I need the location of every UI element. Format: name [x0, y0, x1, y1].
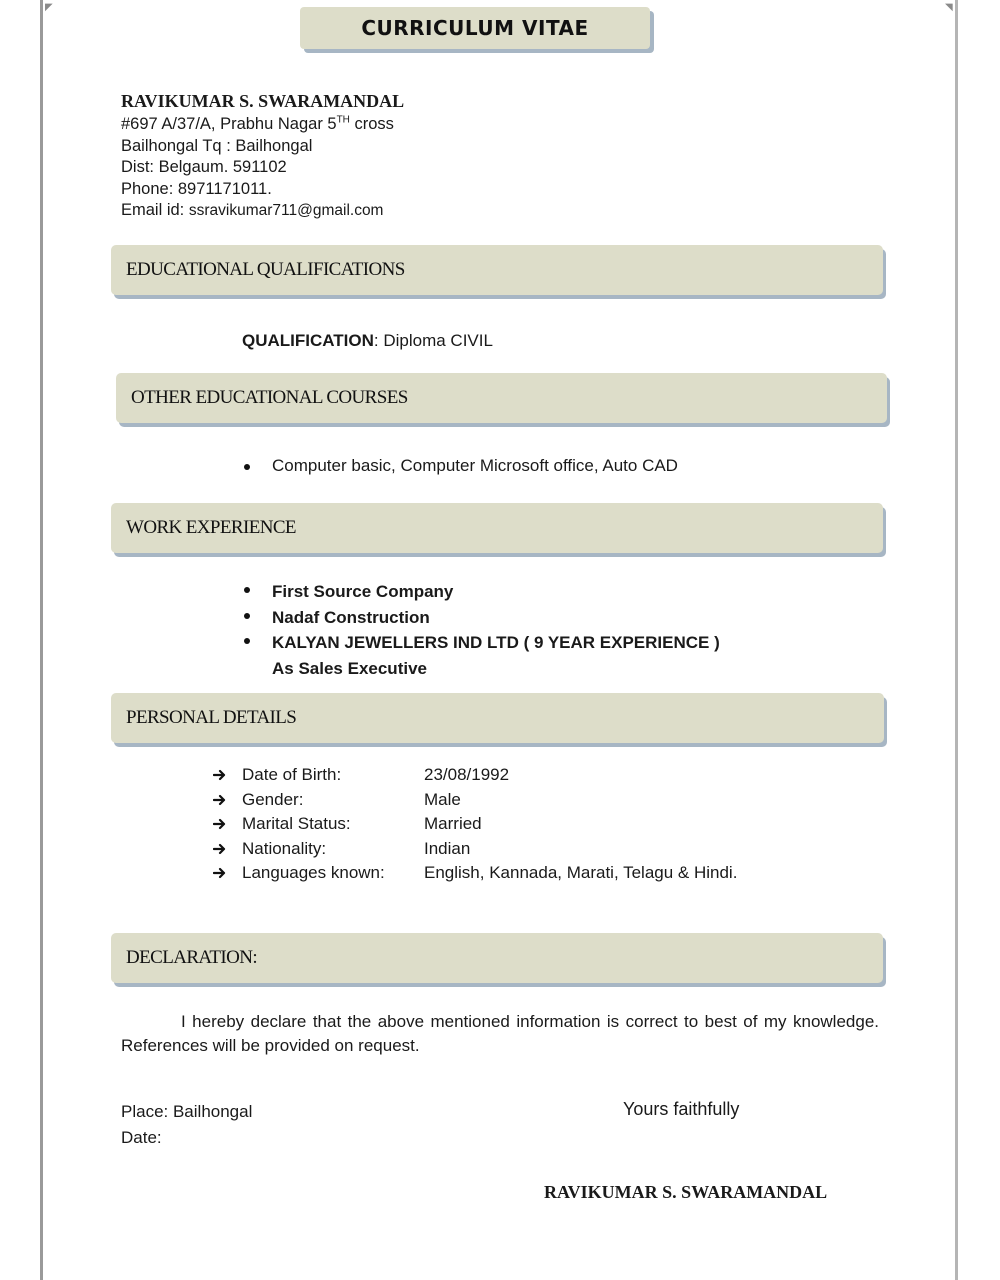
qualification-value: : Diploma CIVIL: [373, 331, 493, 350]
qualification-line: [242, 331, 493, 351]
work-entry-role: As Sales Executive: [272, 658, 427, 678]
detail-label: Marital Status:: [242, 814, 351, 833]
address-line: [121, 114, 404, 136]
arrow-icon: [212, 794, 228, 806]
arrow-icon: [212, 843, 228, 855]
personal-details: [212, 763, 737, 886]
place-date-block: [121, 1099, 252, 1151]
corner-marker-right-icon: ◥: [945, 2, 953, 13]
detail-label: Gender:: [242, 789, 304, 809]
bullet-dot-icon: [244, 613, 250, 619]
bullet-dot-icon: [244, 464, 250, 470]
detail-row: [212, 812, 737, 837]
section-header-declaration: DECLARATION:: [111, 933, 883, 983]
district-line: Dist: Belgaum. 591102: [121, 158, 287, 176]
other-courses-list: [241, 456, 678, 476]
list-item: [241, 605, 720, 631]
detail-row: [212, 788, 737, 813]
address-superscript: TH: [336, 114, 350, 126]
detail-value: Male: [424, 789, 461, 809]
list-item: [241, 579, 720, 605]
email-line: [121, 200, 404, 222]
corner-marker-left-icon: ◤: [45, 2, 53, 13]
date-line: Date:: [121, 1128, 162, 1147]
address-suffix: cross: [349, 115, 394, 133]
course-text: Computer basic, Computer Microsoft office, Auto CAD: [272, 456, 678, 475]
list-item: [241, 456, 678, 476]
qualification-label: QUALIFICATION: [242, 331, 374, 350]
arrow-icon: [212, 769, 228, 781]
work-entry-text: KALYAN JEWELLERS IND LTD ( 9 YEAR EXPERIENCE ): [272, 633, 720, 652]
detail-value: English, Kannada, Marati, Telagu & Hindi.: [424, 863, 738, 882]
bullet-dot-icon: [244, 587, 250, 593]
address-prefix: #697 A/37/A, Prabhu Nagar 5: [121, 115, 337, 133]
detail-value: Indian: [424, 838, 471, 858]
detail-value: 23/08/1992: [424, 765, 510, 784]
place-line: Place: Bailhongal: [121, 1102, 253, 1121]
detail-row: [212, 763, 737, 788]
email-address: ssravikumar711@gmail.com: [188, 202, 384, 219]
arrow-icon: [212, 867, 228, 879]
applicant-name: RAVIKUMAR S. SWARAMANDAL: [121, 91, 405, 111]
section-header-other-courses: OTHER EDUCATIONAL COURSES: [116, 373, 887, 423]
document-title: CURRICULUM VITAE: [300, 7, 650, 49]
list-item: [241, 630, 720, 681]
detail-label: Nationality:: [242, 838, 327, 858]
work-entry-text: Nadaf Construction: [272, 607, 430, 627]
detail-row: [212, 861, 737, 886]
signature-name: RAVIKUMAR S. SWARAMANDAL: [544, 1182, 828, 1202]
work-entry-text: First Source Company: [272, 582, 454, 601]
declaration-text: I hereby declare that the above mentioned information is correct to best of my knowledge. References will be provided on request.: [121, 1012, 879, 1055]
section-header-personal: PERSONAL DETAILS: [111, 693, 884, 743]
section-header-education: EDUCATIONAL QUALIFICATIONS: [111, 245, 883, 295]
detail-row: [212, 837, 737, 862]
arrow-icon: [212, 818, 228, 830]
email-label: Email id:: [121, 201, 189, 219]
taluk-line: Bailhongal Tq : Bailhongal: [121, 136, 313, 155]
contact-block: [121, 90, 404, 222]
closing-line: Yours faithfully: [623, 1099, 740, 1119]
detail-label: Languages known:: [242, 863, 385, 882]
work-experience-list: [241, 579, 720, 681]
section-header-work: WORK EXPERIENCE: [111, 503, 883, 553]
phone-line: Phone: 8971171011.: [121, 179, 272, 198]
detail-label: Date of Birth:: [242, 765, 342, 784]
detail-value: Married: [424, 814, 482, 833]
bullet-dot-icon: [244, 638, 250, 644]
